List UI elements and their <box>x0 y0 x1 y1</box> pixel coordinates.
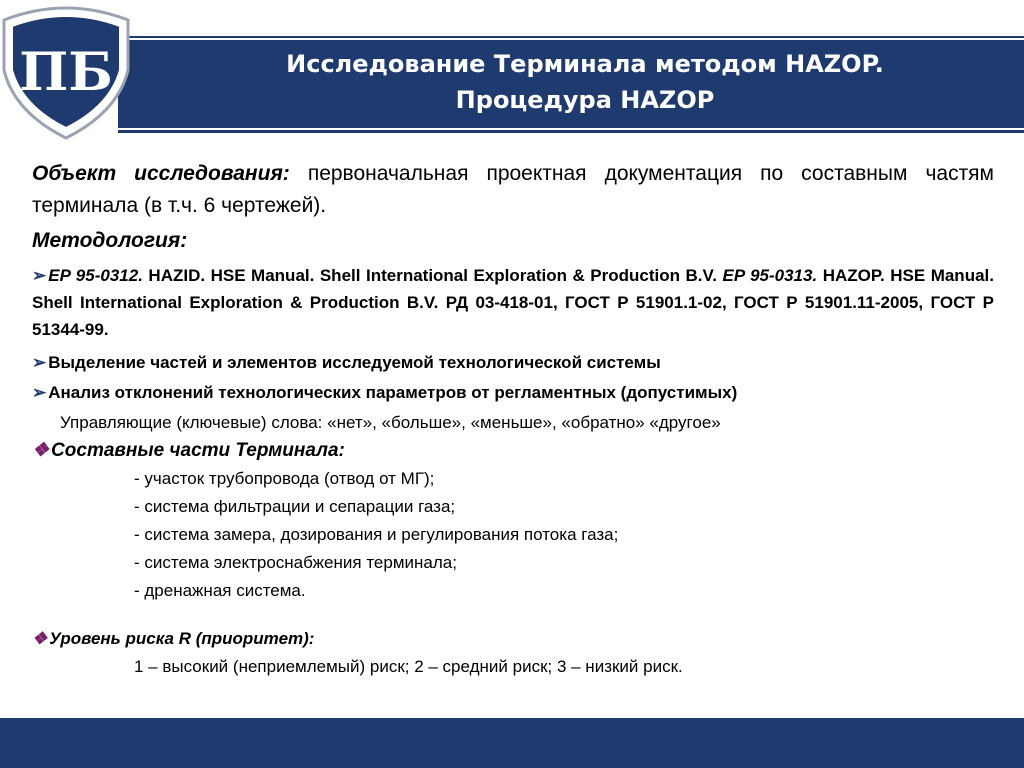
title-line-2: Процедура HAZOP <box>455 86 715 114</box>
components-label: Составные части Терминала: <box>51 440 345 461</box>
footer-bar <box>0 718 1024 768</box>
title-line-1: Исследование Терминала методом HAZOP. <box>286 50 884 78</box>
risk-heading <box>32 625 994 653</box>
item3-text: Анализ отклонений технологических параметров от регламентных (допустимых) <box>48 383 738 402</box>
pb-shield-logo <box>0 0 132 140</box>
arrow-bullet-icon: ➢ <box>32 353 47 372</box>
arrow-bullet-icon: ➢ <box>32 266 47 285</box>
risk-levels: 1 – высокий (неприемлемый) риск; 2 – средний риск; 3 – низкий риск. <box>134 657 683 676</box>
header-line-bottom <box>118 130 1024 133</box>
ep2-text: HAZOP. HSE Manual. Shell International Exploration & Production B.V. РД 03-418-01, ГОСТ Р 51901.1-02, ГОСТ Р 51901.11-2005, ГОСТ Р 51344-99. <box>32 266 994 339</box>
item2-text: Выделение частей и элементов исследуемой технологической системы <box>48 353 661 372</box>
ep1-text: HAZID. HSE Manual. Shell International Exploration & Production B.V. <box>142 266 723 285</box>
object-label: Объект исследования: <box>32 162 290 185</box>
object-paragraph <box>32 158 994 222</box>
components-heading <box>32 437 994 465</box>
page-title <box>150 46 1020 118</box>
component-item: - система электроснабжения терминала; <box>134 553 457 572</box>
diamond-bullet-icon: ❖ <box>32 629 48 648</box>
ep1-code: EP 95-0312. <box>48 266 143 285</box>
methodology-item-standards <box>32 262 994 343</box>
object-text: первоначальная проектная документация по составным частям терминала (в т.ч. 6 чертежей). <box>32 162 994 217</box>
risk-label: Уровень риска R (приоритет): <box>49 629 315 648</box>
methodology-item-decomposition <box>32 349 994 377</box>
component-item: - система замера, дозирования и регулирования потока газа; <box>134 525 619 544</box>
slide-content <box>32 158 994 681</box>
keywords-line: Управляющие (ключевые) слова: «нет», «больше», «меньше», «обратно» «другое» <box>60 413 721 432</box>
methodology-label: Методология: <box>32 229 188 252</box>
component-item: - система фильтрации и сепарации газа; <box>134 497 456 516</box>
diamond-bullet-icon: ❖ <box>32 440 50 461</box>
component-item: - участок трубопровода (отвод от МГ); <box>134 469 435 488</box>
ep2-code: EP 95-0313. <box>722 266 818 285</box>
component-item: - дренажная система. <box>134 581 306 600</box>
methodology-item-deviation <box>32 379 994 407</box>
arrow-bullet-icon: ➢ <box>32 383 47 402</box>
logo-text: ПБ <box>19 42 113 103</box>
header-line-top <box>118 36 1024 38</box>
